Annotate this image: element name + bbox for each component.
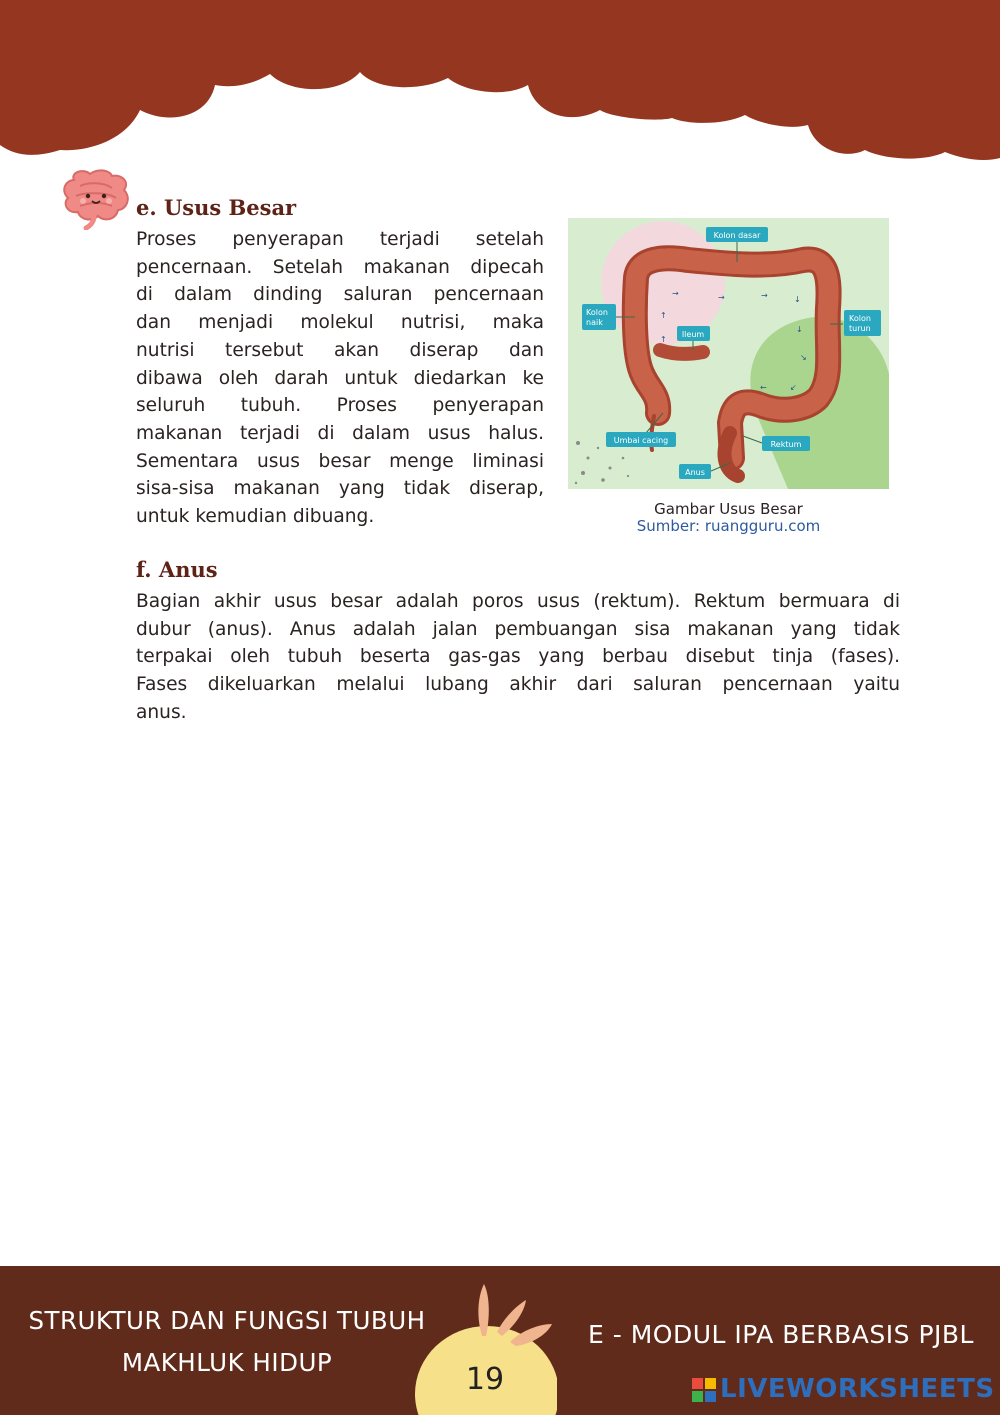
liveworksheets-watermark[interactable]: LIVEWORKSHEETS [720, 1374, 995, 1404]
svg-text:↑: ↑ [660, 335, 667, 344]
section-e-line: Proses penyerapan terjadi setelah [136, 229, 544, 250]
section-f-line: terpakai oleh tubuh beserta gas-gas yang berbau disebut tinja (fases). [136, 646, 900, 668]
footer-left-title [0, 1300, 454, 1384]
footer-right-title: E - MODUL IPA BERBASIS PJBL [588, 1320, 974, 1349]
top-cloud-decoration [0, 0, 1000, 170]
label-ileum: Ileum [681, 330, 705, 339]
svg-text:→: → [718, 293, 725, 302]
figure-caption: Gambar Usus Besar [654, 500, 803, 518]
section-e-line: pencernaan. Setelah makanan dipecah [136, 256, 544, 278]
svg-text:↑: ↑ [660, 311, 667, 320]
label-kolon-dasar: Kolon dasar [713, 231, 761, 240]
section-f-heading: f. Anus [136, 557, 218, 582]
label-rektum: Rektum [770, 440, 802, 449]
section-e-line: dan menjadi molekul nutrisi, maka [136, 312, 544, 334]
section-e-line: makanan terjadi di dalam usus halus. [136, 422, 544, 444]
section-e-line: untuk kemudian dibuang. [136, 506, 375, 528]
section-f-line: Bagian akhir usus besar adalah poros usus (rektum). Rektum bermuara di [136, 591, 900, 612]
section-f-line: dubur (anus). Anus adalah jalan pembuangan sisa makanan yang tidak [136, 618, 900, 640]
section-e-line: seluruh tubuh. Proses penyerapan [136, 395, 544, 417]
section-e-line: nutrisi tersebut akan diserap dan [136, 339, 544, 361]
section-e-paragraph [136, 226, 544, 531]
svg-text:↓: ↓ [794, 295, 801, 304]
svg-text:↓: ↓ [796, 325, 803, 334]
section-f-paragraph [136, 588, 900, 727]
page-number: 19 [465, 1362, 505, 1397]
section-f-line: anus. [136, 701, 187, 723]
svg-text:↙: ↙ [790, 383, 797, 392]
large-intestine-figure [568, 218, 889, 489]
footer-left-line-1: STRUKTUR DAN FUNGSI TUBUH [28, 1306, 426, 1335]
section-e-line: di dalam dinding saluran pencernaan [136, 284, 544, 306]
label-umbai-cacing: Umbai cacing [613, 436, 669, 445]
label-kolon-turun-2: turun [849, 324, 871, 333]
intestine-mascot-icon [60, 168, 132, 230]
label-anus: Anus [685, 468, 705, 477]
svg-text:→: → [761, 291, 768, 300]
footer-left-line-2: MAKHLUK HIDUP [121, 1348, 333, 1377]
section-e-line: sisa-sisa makanan yang tidak diserap, [136, 478, 544, 500]
svg-text:→: → [672, 289, 679, 298]
svg-text:↘: ↘ [800, 353, 807, 362]
label-kolon-naik-2: naik [586, 318, 603, 327]
liveworksheets-logo-icon [692, 1378, 716, 1402]
label-kolon-turun-1: Kolon [849, 314, 871, 323]
section-e-heading: e. Usus Besar [136, 195, 297, 220]
svg-text:←: ← [760, 383, 767, 392]
section-e-line: Sementara usus besar menge liminasi [136, 450, 544, 472]
section-e-line: dibawa oleh darah untuk diedarkan ke [136, 367, 544, 389]
label-kolon-naik-1: Kolon [586, 308, 608, 317]
figure-source: Sumber: ruangguru.com [636, 517, 821, 535]
section-f-line: Fases dikeluarkan melalui lubang akhir dari saluran pencernaan yaitu [136, 674, 900, 696]
